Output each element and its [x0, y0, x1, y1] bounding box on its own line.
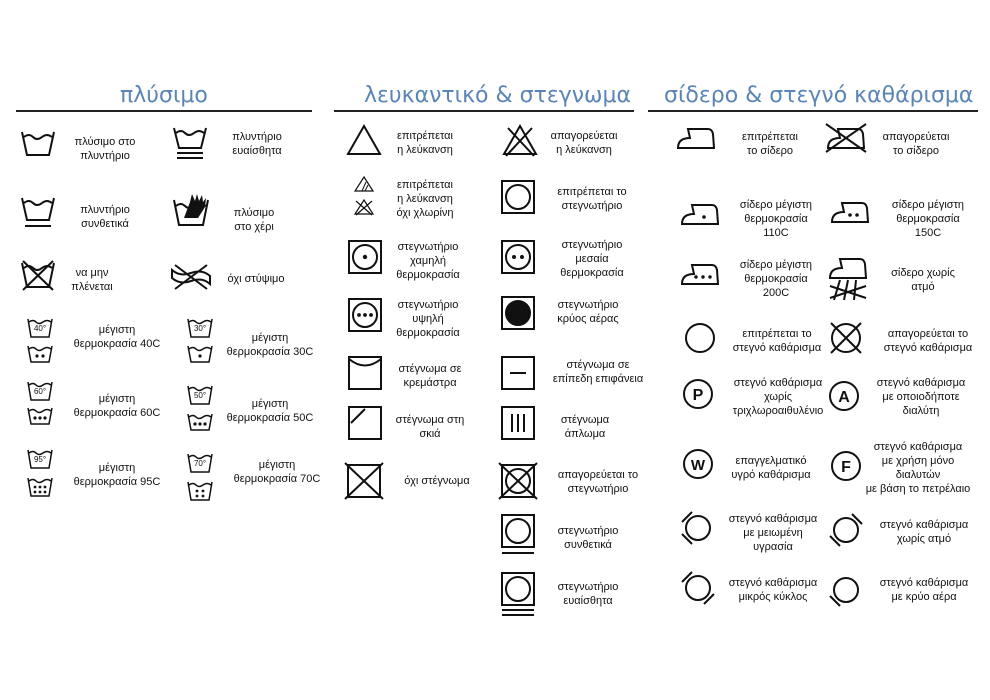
iron-one-dot-icon	[680, 202, 720, 226]
care-label: επιτρέπεται το σίδερο	[742, 131, 798, 157]
care-label: στεγνό καθάρισμα χωρίς ατμό	[879, 519, 969, 545]
care-label: μέγιστη θερμοκρασία 70C	[233, 459, 321, 485]
care-label: μέγιστη θερμοκρασία 95C	[73, 462, 161, 488]
wash-temp-70: 70°	[193, 459, 207, 468]
no-bleach-icon	[502, 122, 538, 158]
heading-washing: πλύσιμο	[120, 83, 208, 108]
care-label: στεγνό καθάρισμα με μειωμένη υγρασία	[728, 513, 818, 553]
wash-tub-icon	[20, 128, 56, 158]
care-label: όχι στέγνωμα	[404, 475, 470, 487]
care-label: επιτρέπεται το στεγνωτήριο	[557, 186, 627, 212]
wash-three-dots-icon	[186, 412, 214, 432]
dryclean-circle-icon	[684, 322, 716, 354]
care-label: επιτρέπεται η λεύκανση όχι χλωρίνη	[396, 179, 454, 219]
wash-temp-50: 50°	[193, 391, 207, 400]
wash-tub-double-bar-icon	[172, 126, 208, 160]
wash-two-dots-icon	[26, 344, 54, 364]
care-label: στέγνωμα σε κρεμάστρα	[398, 363, 462, 389]
care-label: στεγνωτήριο κρύος αέρας	[557, 299, 619, 325]
no-dry-icon	[344, 462, 384, 500]
care-label: στεγνωτήριο ευαίσθητα	[557, 581, 619, 607]
care-label: σίδερο μέγιστη θερμοκρασία 150C	[891, 199, 965, 239]
flat-dry-icon	[501, 356, 535, 390]
care-label: μέγιστη θερμοκρασία 30C	[226, 332, 314, 358]
dryer-two-dots-icon	[501, 240, 535, 274]
dryclean-cold-air-icon	[828, 572, 864, 608]
wash-temp-40: 40°	[33, 324, 47, 333]
care-label: μέγιστη θερμοκρασία 60C	[73, 393, 161, 419]
no-wash-icon	[20, 259, 56, 291]
care-label: πλυντήριο ευαίσθητα	[232, 131, 282, 157]
wash-tub-bar-icon	[20, 196, 56, 230]
care-label: στεγνό καθάρισμα χωρίς τριχλωροαιθυλένιο	[732, 377, 824, 417]
wash-temp-60: 60°	[33, 387, 47, 396]
bleach-triangle-icon	[346, 124, 382, 156]
care-label: απαγορεύεται η λεύκανση	[550, 130, 618, 156]
care-label: στεγνό καθάρισμα με χρήση μόνο διαλυτών με βάση το πετρέλαιο	[865, 441, 971, 495]
care-label: στεγνό καθάρισμα μικρός κύκλος	[728, 577, 818, 603]
heading-iron-dryclean: σίδερο & στεγνό καθάρισμα	[664, 83, 974, 108]
care-label: στέγνωμα σε επίπεδη επιφάνεια	[552, 359, 644, 385]
iron-two-dots-icon	[830, 200, 870, 224]
divider-iron-dryclean	[648, 110, 978, 112]
care-label: στεγνό καθάρισμα με κρύο αέρα	[879, 577, 969, 603]
dryclean-a-icon	[828, 380, 860, 412]
care-label: σίδερο μέγιστη θερμοκρασία 200C	[739, 259, 813, 299]
drip-dry-icon	[501, 406, 535, 440]
dryer-filled-circle-icon	[501, 296, 535, 330]
dryclean-short-cycle-icon	[680, 570, 716, 606]
no-wring-icon	[170, 264, 212, 290]
care-label: στεγνό καθάρισμα με οποιοδήποτε διαλύτη	[876, 377, 966, 417]
divider-washing	[16, 110, 312, 112]
wet-clean-w-icon	[682, 448, 714, 480]
care-label: απαγορεύεται το στεγνωτήριο	[557, 469, 639, 495]
care-label: μέγιστη θερμοκρασία 50C	[226, 398, 314, 424]
dryer-three-dots-icon	[348, 298, 382, 332]
divider-bleach-drying	[334, 110, 634, 112]
hand-wash-icon	[172, 192, 212, 228]
care-label: επιτρέπεται το στεγνό καθάρισμα	[732, 328, 822, 354]
care-label: μέγιστη θερμοκρασία 40C	[73, 324, 161, 350]
dryclean-letter-f: F	[841, 459, 851, 476]
dryclean-no-steam-icon	[828, 512, 864, 548]
care-label: στεγνωτήριο υψηλή θερμοκρασία	[396, 299, 460, 339]
line-dry-icon	[348, 356, 382, 390]
care-label: στεγνωτήριο συνθετικά	[557, 525, 619, 551]
care-label: να μην πλένεται	[71, 267, 113, 293]
care-label: επαγγελματικό υγρό καθάρισμα	[731, 455, 811, 481]
shade-dry-icon	[348, 406, 382, 440]
wash-six-dots-icon	[26, 476, 54, 498]
dryclean-low-moisture-icon	[680, 510, 716, 546]
care-label: στέγνωμα στη σκιά	[395, 414, 465, 440]
iron-three-dots-icon	[680, 262, 720, 286]
no-iron-icon	[824, 122, 868, 154]
iron-no-steam-icon	[826, 256, 870, 302]
care-label: πλύσιμο στο χέρι	[233, 207, 275, 233]
dryer-bar-icon	[501, 514, 535, 556]
tumble-dry-icon	[501, 180, 535, 214]
no-chlorine-icon	[354, 198, 374, 216]
dryer-one-dot-icon	[348, 240, 382, 274]
wash-four-dots-icon	[186, 480, 214, 502]
heading-bleach-drying: λευκαντικό & στεγνωμα	[364, 83, 631, 108]
care-label: όχι στύψιμο	[227, 273, 285, 285]
care-label: στεγνωτήριο χαμηλή θερμοκρασία	[396, 241, 460, 281]
dryclean-letter-p: P	[692, 387, 704, 404]
care-label: πλυντήριο συνθετικά	[80, 204, 130, 230]
care-label: επιτρέπεται η λεύκανση	[397, 130, 453, 156]
wash-one-dot-icon	[186, 344, 214, 364]
iron-icon	[676, 126, 716, 150]
wash-temp-30: 30°	[193, 324, 207, 333]
dryclean-letter-a: A	[838, 389, 850, 406]
wash-three-dots-icon	[26, 406, 54, 426]
dryclean-letter-w: W	[690, 457, 706, 474]
care-label: απαγορεύεται το σίδερο	[882, 131, 950, 157]
no-tumble-dry-icon	[498, 462, 538, 500]
care-label: στεγνωτήριο μεσαία θερμοκρασία	[560, 239, 624, 279]
care-label: στέγνωμα άπλωμα	[560, 414, 610, 440]
dryer-double-bar-icon	[501, 572, 535, 618]
care-label: απαγορεύεται το στεγνό καθάρισμα	[883, 328, 973, 354]
no-dryclean-icon	[828, 320, 864, 356]
wash-temp-95: 95°	[33, 455, 47, 464]
care-label: πλύσιμο στο πλυντήριο	[74, 136, 136, 162]
care-label: σίδερο χωρίς ατμό	[891, 267, 955, 293]
care-label: σίδερο μέγιστη θερμοκρασία 110C	[739, 199, 813, 239]
non-chlorine-bleach-icon	[354, 176, 374, 192]
